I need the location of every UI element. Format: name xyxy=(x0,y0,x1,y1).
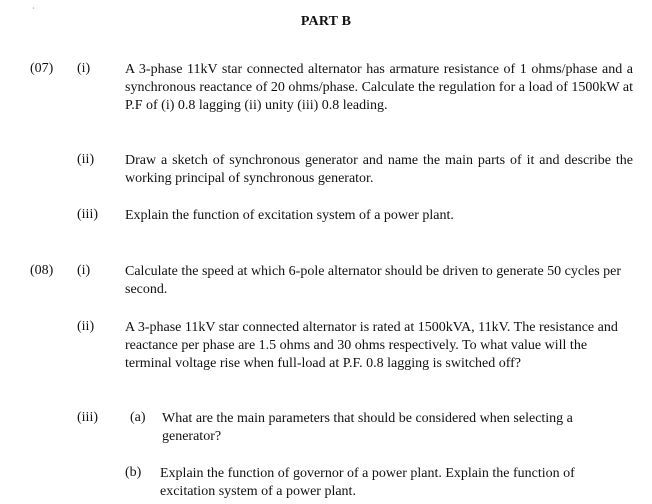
q07-part-ii-text: Draw a sketch of synchronous generator and name the main parts of it and describe the working principal of synchronous generator. xyxy=(125,153,633,186)
q07-part-ii-label: (ii) xyxy=(77,152,95,167)
q08-part-i-text: Calculate the speed at which 6-pole alternator should be driven to generate 50 cycles per second. xyxy=(125,264,622,297)
q08-part-iii-a-label: (a) xyxy=(130,410,146,425)
q07-part-iii-text: Explain the function of excitation system of a power plant. xyxy=(125,208,454,223)
q08-part-i-label: (i) xyxy=(77,263,91,278)
q07-part-iii-label: (iii) xyxy=(77,207,98,222)
q08-part-ii-label: (ii) xyxy=(77,319,95,334)
q07-part-i-text: A 3-phase 11kV star connected alternator has armature resistance of 1 ohms/phase and a synchronous reactance of 20 ohms/phase. Calculate the regulation for a load of 1500kW at P.F of (i) 0.8 lagging (ii) unity (iii) 0.8 leading. xyxy=(125,62,633,113)
q08-part-ii-text: A 3-phase 11kV star connected alternator is rated at 1500kVA, 11kV. The resistance and reactance per phase are 1.5 ohms and 30 ohms respectively. To what value will the terminal voltage rise when full-load at P.F. 0.8 lagging is switched off? xyxy=(125,320,618,371)
q08-part-iii-b-label: (b) xyxy=(125,465,142,480)
q08-part-iii-label: (iii) xyxy=(77,410,98,425)
section-title: PART B xyxy=(300,14,352,29)
stray-mark: · xyxy=(32,4,35,13)
q07-part-i-label: (i) xyxy=(77,61,91,76)
q08-part-iii-b-text: Explain the function of governor of a power plant. Explain the function of excitation system of a power plant. xyxy=(160,466,575,499)
question-number-07: (07) xyxy=(30,61,54,76)
question-number-08: (08) xyxy=(30,263,54,278)
q08-part-iii-a-text: What are the main parameters that should be considered when selecting a generator? xyxy=(162,411,573,444)
